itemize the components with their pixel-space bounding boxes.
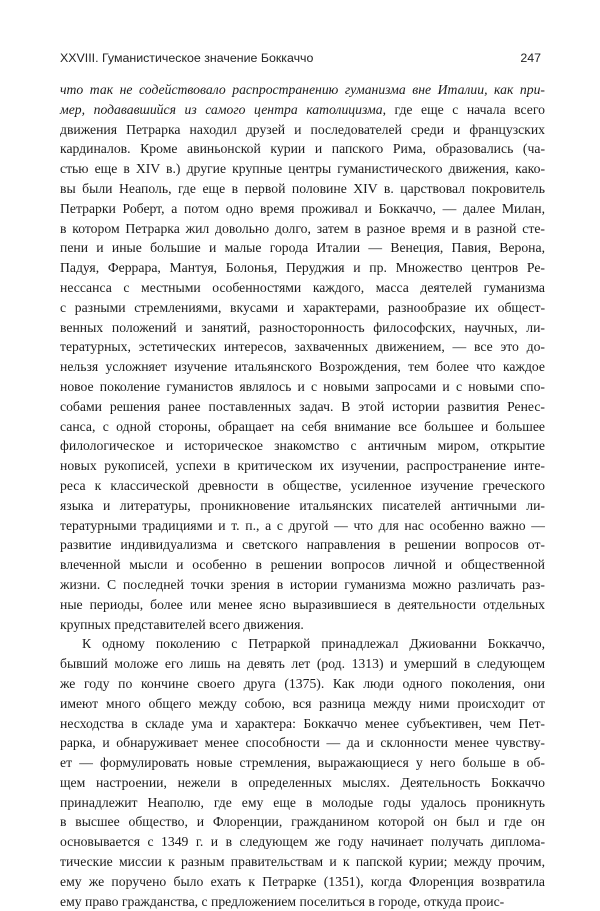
text-run: К одному поколению с Петраркой принадлежал Джиованни Боккаччо, <box>82 636 545 652</box>
running-header <box>60 51 545 65</box>
text-line <box>60 714 545 734</box>
body-text <box>60 80 545 911</box>
text-line <box>60 674 545 694</box>
text-line <box>60 199 545 219</box>
text-run: нельзя усложняет изучение итальянского Возрождения, тем более что каждое <box>60 359 545 375</box>
text-line <box>60 318 545 338</box>
text-run: Падуя, Феррара, Мантуя, Болонья, Перуджия и пр. Множество центров Ре- <box>60 260 545 276</box>
page-number: 247 <box>520 51 541 65</box>
text-line <box>60 456 545 476</box>
text-run: собами решения ранее поставленных задач. В этой истории развития Ренес- <box>60 398 545 414</box>
text-line <box>60 179 545 199</box>
text-run: стью еще в XIV в.) другие крупные центры гуманистического движения, како- <box>60 161 545 177</box>
text-run: ные периоды, более или менее ясно выразившиеся в деятельности отдельных <box>60 596 545 612</box>
text-run: филологическое и историческое знакомство с античным миром, открытие <box>60 438 545 454</box>
text-line <box>60 535 545 555</box>
text-line <box>60 615 545 635</box>
text-run: влеченной мысли и особенно в решении вопросов личной и общественной <box>60 557 545 573</box>
text-line <box>60 733 545 753</box>
text-run: , где еще с начала всего <box>382 101 545 117</box>
text-run: пени и иные большие и малые города Италии — Венеция, Павия, Верона, <box>60 240 545 256</box>
text-line <box>60 476 545 496</box>
text-run: развитие индивидуализма и светского направления в решении вопросов от- <box>60 537 545 553</box>
text-line <box>60 812 545 832</box>
text-line <box>60 496 545 516</box>
text-run: бывший моложе его лишь на девять лет (род. 1313) и умерший в следующем <box>60 656 545 672</box>
text-line <box>60 238 545 258</box>
text-run: тературными традициями и т. п., а с другой — что для нас особенно важно — <box>60 517 545 533</box>
text-run: рарка, и обнаруживает менее способности — да и склонности менее чувству- <box>60 735 545 751</box>
italic-run: мер, подававшийся из самого центра католицизма <box>60 101 383 117</box>
text-line <box>60 278 545 298</box>
text-run: ему право гражданства, с предложением поселиться в городе, откуда проис- <box>60 893 505 909</box>
text-run: реса к классической древности в обществе, усиленное изучение греческого <box>60 477 545 493</box>
text-line <box>60 377 545 397</box>
text-run: Петрарки Роберт, а потом одно время проживал и Боккаччо, — далее Милан, <box>60 200 545 216</box>
text-line <box>60 892 545 911</box>
text-run: в котором Петрарка жил довольно долго, затем в разное время и в разной сте- <box>60 220 545 236</box>
text-run: кардиналов. Кроме авиньонской курии и папского Рима, образовались (ча- <box>60 141 545 157</box>
text-line <box>60 357 545 377</box>
text-run: тические миссии к разным правительствам и к папской курии; между прочим, <box>60 854 545 870</box>
text-run: несходства в складе ума и характера: Боккаччо менее субъективен, чем Пет- <box>60 715 545 731</box>
text-line <box>60 80 545 100</box>
text-run: принадлежит Неаполю, где ему еще в молодые годы удалось проникнуть <box>60 794 545 810</box>
text-line <box>60 120 545 140</box>
text-line <box>60 397 545 417</box>
text-run: новых рукописей, успехи в критическом их изучении, распространение инте- <box>60 458 545 474</box>
text-line <box>60 258 545 278</box>
text-run: ет — формулировать новые стремления, выражающиеся у него больше в об- <box>60 755 545 771</box>
text-line <box>60 139 545 159</box>
text-run: тературных, эстетических интересов, захваченных движением, — все это до- <box>60 339 545 355</box>
text-run: с разными стремлениями, вкусами и характерами, разнообразие их общест- <box>60 299 545 315</box>
text-run: щем настроении, нежели в определенных мыслях. Деятельность Боккаччо <box>60 774 545 790</box>
text-run: жизни. С последней точки зрения в истории гуманизма можно различать раз- <box>60 576 545 592</box>
text-run: основывается с 1349 г. и в следующем же году начинает получать диплома- <box>60 834 545 850</box>
text-line <box>60 436 545 456</box>
text-line <box>60 793 545 813</box>
text-run: языка и литературы, проникновение итальянских писателей античными ли- <box>60 497 545 513</box>
text-line <box>60 555 545 575</box>
text-run: санса, с одной стороны, обращает на себя внимание все большее и большее <box>60 418 545 434</box>
text-run: вы были Неаполь, где еще в первой половине XIV в. царствовал покровитель <box>60 180 545 196</box>
text-run: венных положений и занятий, разносторонность философских, научных, ли- <box>60 319 545 335</box>
text-line <box>60 516 545 536</box>
text-line <box>60 773 545 793</box>
text-line <box>60 595 545 615</box>
text-line <box>60 219 545 239</box>
text-run: нессанса с местными особенностями каждого, масса деятелей гуманизма <box>60 279 545 295</box>
text-line <box>60 832 545 852</box>
text-run: крупных представителей всего движения. <box>60 616 304 632</box>
text-line <box>60 575 545 595</box>
text-run: имеют много общего между собою, вся разница между ними происходит от <box>60 695 545 711</box>
text-line <box>60 159 545 179</box>
text-line <box>60 654 545 674</box>
text-line <box>60 100 545 120</box>
text-line <box>60 852 545 872</box>
text-line <box>60 694 545 714</box>
text-line <box>60 634 545 654</box>
text-run: новое поколение гуманистов являлось и с новыми запросами и с новыми спо- <box>60 378 545 394</box>
text-run: же году по кончине своего друга (1375). Как люди одного поколения, они <box>60 675 545 691</box>
text-run: в высшее общество, и Флоренции, гражданином которой он был и где он <box>60 814 545 830</box>
text-line <box>60 753 545 773</box>
text-line <box>60 337 545 357</box>
text-line <box>60 417 545 437</box>
italic-run: что так не содействовало распространению гуманизма вне Италии, как при- <box>60 82 545 97</box>
text-run: ему же поручено было ехать к Петрарке (1351), когда Флоренция возвратила <box>60 873 545 889</box>
text-run: движения Петрарка находил друзей и последователей среди и французских <box>60 121 545 137</box>
text-line <box>60 298 545 318</box>
text-line <box>60 872 545 892</box>
chapter-title: XXVIII. Гуманистическое значение Боккаччо <box>60 51 314 65</box>
